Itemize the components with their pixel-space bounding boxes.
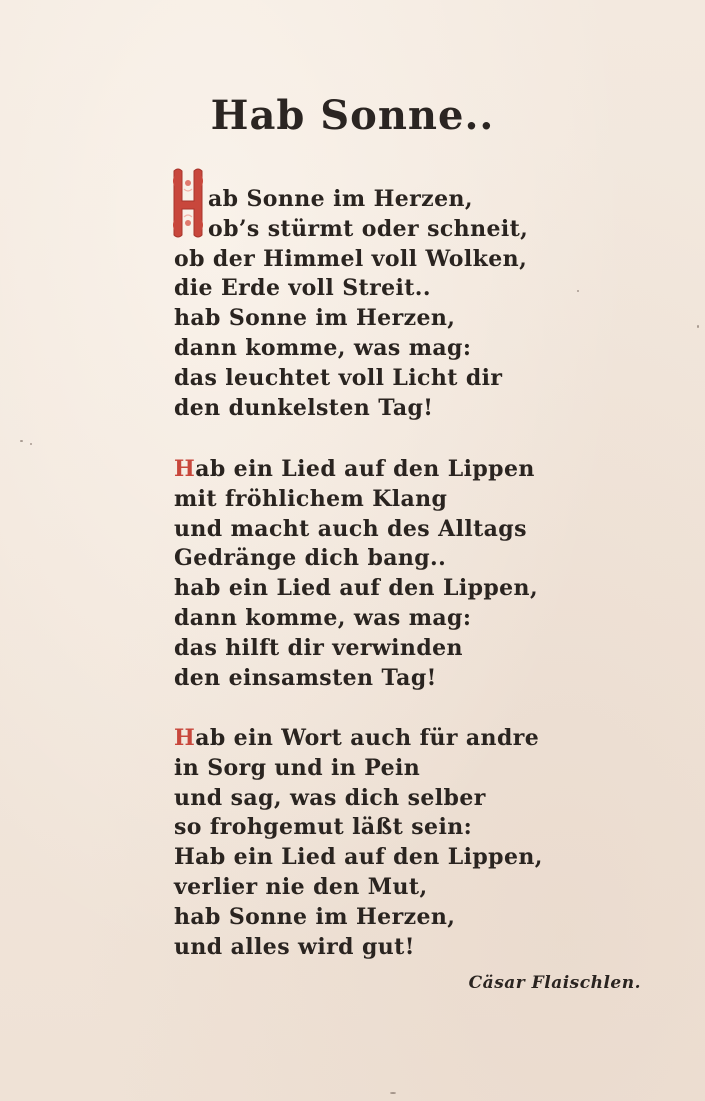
stanza-3-line-2: in Sorg und in Pein — [174, 754, 421, 781]
stanza-1 — [174, 185, 594, 423]
stanza-2-line-4: Gedränge dich bang.. — [174, 545, 447, 572]
stanza-1-line-2: ob’s stürmt oder schneit, — [208, 215, 529, 242]
paper-speck — [697, 325, 699, 328]
stanza-3-line-4: so frohgemut läßt sein: — [174, 814, 473, 841]
ornamental-initial-h — [168, 163, 208, 243]
stanza-2-line-7: das hilft dir verwinden — [174, 634, 463, 661]
stanza-1-line-4: die Erde voll Streit.. — [174, 275, 431, 302]
stanza-2-line-1: Hab ein Lied auf den Lippen — [174, 456, 535, 482]
stanza-1-line-3: ob der Himmel voll Wolken, — [174, 245, 528, 272]
stanza-3-line-8: und alles wird gut! — [174, 933, 415, 960]
paper-speck — [20, 440, 23, 442]
stanza-2-line-8: den einsamsten Tag! — [174, 664, 437, 691]
poem-title: Hab Sonne.. — [210, 92, 495, 139]
stanza-1-line-8: den dunkelsten Tag! — [174, 394, 434, 421]
stanza-3-line-1: Hab ein Wort auch für andre — [174, 725, 540, 751]
stanza-3 — [174, 724, 594, 962]
stanza-3-line-7: hab Sonne im Herzen, — [174, 903, 456, 930]
stanza-1-line-5: hab Sonne im Herzen, — [174, 305, 456, 332]
paper-speck — [577, 290, 579, 292]
stanza-1-line-1: ab Sonne im Herzen, — [208, 186, 473, 212]
stanza-3-line-6: verlier nie den Mut, — [174, 873, 428, 900]
stanza-3-initial: H — [174, 725, 196, 751]
stanza-3-line-3: und sag, was dich selber — [174, 784, 486, 811]
paper-speck — [30, 443, 32, 445]
stanza-2-initial: H — [174, 456, 196, 482]
stanza-3-line-5: Hab ein Lied auf den Lippen, — [174, 844, 543, 871]
stanza-2-line-6: dann komme, was mag: — [174, 604, 472, 631]
stanza-2-line-5: hab ein Lied auf den Lippen, — [174, 575, 539, 602]
stanza-1-line-6: dann komme, was mag: — [174, 334, 472, 361]
stanza-2 — [174, 455, 594, 693]
stanza-2-line-3: und macht auch des Alltags — [174, 515, 527, 542]
stanza-1-line-7: das leuchtet voll Licht dir — [174, 364, 503, 391]
stanza-2-line-2: mit fröhlichem Klang — [174, 485, 448, 512]
author-signature: Cäsar Flaischlen. — [468, 973, 641, 993]
paper-speck — [390, 1092, 396, 1094]
